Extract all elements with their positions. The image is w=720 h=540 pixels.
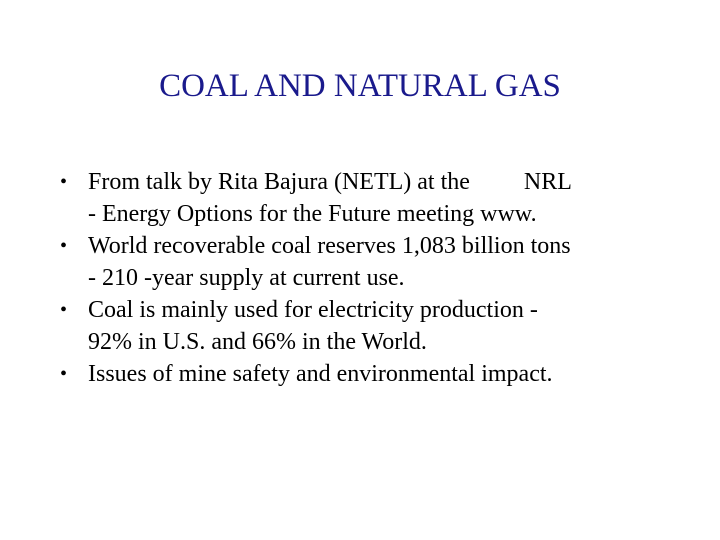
bullet-icon: • (60, 363, 68, 385)
bullet-item (60, 358, 670, 390)
bullet-line (88, 166, 670, 198)
bullet-item (60, 166, 670, 230)
bullet-icon: • (60, 299, 68, 321)
bullet-line: Coal is mainly used for electricity production - (88, 297, 538, 323)
bullet-line: Issues of mine safety and environmental impact. (88, 361, 553, 387)
bullet-list (60, 166, 670, 390)
bullet-icon: • (60, 171, 68, 193)
bullet-line: 92% in U.S. and 66% in the World. (88, 329, 427, 355)
bullet-icon: • (60, 235, 68, 257)
bullet-item (60, 294, 670, 358)
bullet-text: NRL (523, 169, 572, 195)
bullet-item (60, 230, 670, 294)
bullet-line: - 210 -year supply at current use. (88, 265, 405, 291)
bullet-line: - Energy Options for the Future meeting www. (88, 201, 537, 227)
bullet-line: World recoverable coal reserves 1,083 billion tons (88, 233, 571, 259)
slide-title: COAL AND NATURAL GAS (159, 68, 561, 104)
bullet-text: From talk by Rita Bajura (NETL) at the (88, 169, 470, 195)
